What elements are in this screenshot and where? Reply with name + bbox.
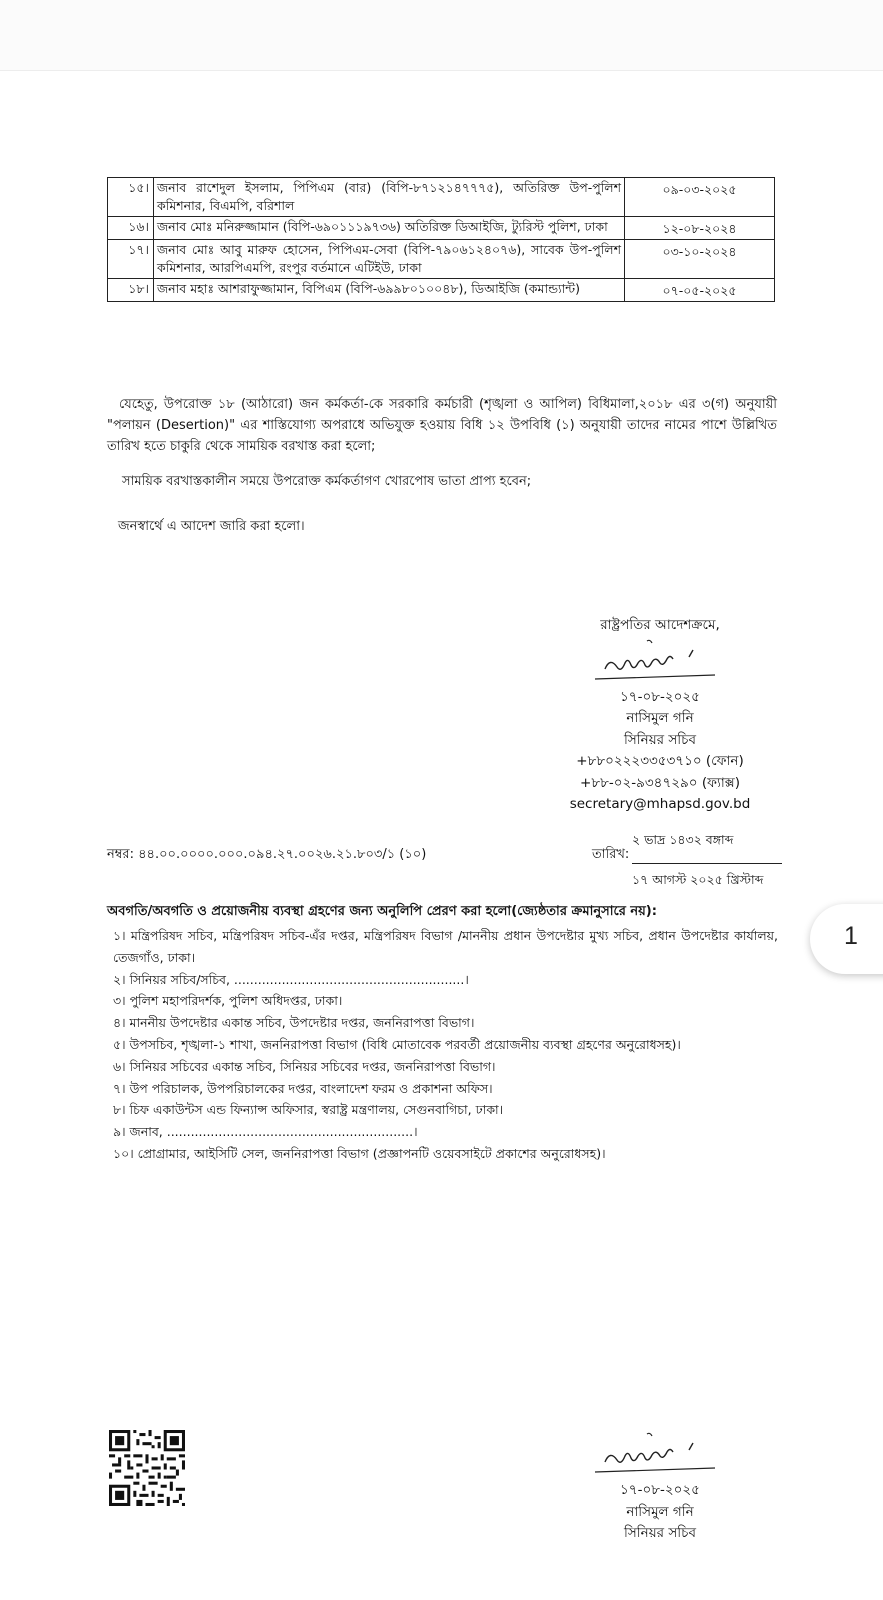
signature-date: ১৭-০৮-২০২৫ <box>620 688 700 705</box>
list-item: ৩। পুলিশ মহাপরিদর্শক, পুলিশ অধিদপ্তর, ঢাকা। <box>113 993 343 1009</box>
memo-number: নম্বর: ৪৪.০০.০০০০.০০০.০৯৪.২৭.০০২৬.২১.৮০৩/১ (১০) <box>107 847 427 862</box>
order-line: রাষ্ট্রপতির আদেশক্রমে, <box>600 617 720 633</box>
date-divider <box>632 863 782 864</box>
list-item: ৪। মাননীয় উপদেষ্টার একান্ত সচিব, উপদেষ্টার দপ্তর, জননিরাপত্তা বিভাগ। <box>113 1015 475 1031</box>
footer-signature-block <box>560 1430 760 1545</box>
memo-date-gregorian: ১৭ আগস্ট ২০২৫ খ্রিস্টাব্দ <box>632 872 764 887</box>
row-date: ১২-০৮-২০২৪ <box>625 217 775 240</box>
page-number: 1 <box>844 922 858 950</box>
list-item: ১০। প্রোগ্রামার, আইসিটি সেল, জননিরাপত্তা বিভাগ (প্রজ্ঞাপনটি ওয়েবসাইটে প্রকাশের অনুরোধসহ)। <box>113 1145 606 1161</box>
row-date: ০৯-০৩-২০২৫ <box>625 178 775 217</box>
signatory-phone: +৮৮০২২২৩৩৫৩৭১০ (ফোন) <box>576 753 744 769</box>
signatory-designation: সিনিয়র সচিব <box>624 1525 696 1541</box>
row-serial: ১৮। <box>108 279 154 302</box>
memo-date-label: তারিখ: <box>592 847 630 862</box>
list-item: ১। মন্ত্রিপরিষদ সচিব, মন্ত্রিপরিষদ সচিব-এঁর দপ্তর, মন্ত্রিপরিষদ বিভাগ /মাননীয় প্রধান উপদেষ্টার মুখ্য সচিব, প্রধান উপদেষ্টার কার্যালয়, তেজগাঁও, ঢাকা। <box>113 928 778 965</box>
table-row <box>108 217 775 240</box>
table-row <box>108 279 775 302</box>
memo-date-bangla: ২ ভাদ্র ১৪৩২ বঙ্গাব্দ <box>632 832 734 847</box>
row-officer-name: জনাব মোঃ মনিরুজ্জামান (বিপি-৬৯০১১১৯৭৩৬) অতিরিক্ত ডিআইজি, ট্যুরিস্ট পুলিশ, ঢাকা <box>154 217 625 240</box>
copy-list <box>113 925 778 1165</box>
public-interest-paragraph: জনস্বার্থে এ আদেশ জারি করা হলো। <box>118 519 305 534</box>
signature-icon <box>585 637 735 687</box>
signatory-name: নাসিমুল গনি <box>626 1503 694 1520</box>
copy-heading: অবগতি/অবগতি ও প্রয়োজনীয় ব্যবস্থা গ্রহণের জন্য অনুলিপি প্রেরণ করা হলো(জ্যেষ্ঠতার ক্রমানুসারে নয়): <box>107 904 657 919</box>
row-serial: ১৬। <box>108 217 154 240</box>
signatory-name: নাসিমুল গনি <box>626 710 694 726</box>
list-item: ৫। উপসচিব, শৃঙ্খলা-১ শাখা, জননিরাপত্তা বিভাগ (বিধি মোতাবেক পরবর্তী প্রয়োজনীয় ব্যবস্থা গ্রহণের অনুরোধসহ)। <box>113 1036 681 1052</box>
row-officer-name: জনাব রাশেদুল ইসলাম, পিপিএম (বার) (বিপি-৮৭১২১৪৭৭৭৫), অতিরিক্ত উপ-পুলিশ কমিশনার, বিএমপি, বরিশাল <box>154 178 625 217</box>
signature-date: ১৭-০৮-২০২৫ <box>620 1482 700 1498</box>
page-number-indicator[interactable] <box>810 904 883 974</box>
qr-code-icon <box>109 1430 185 1506</box>
signatory-fax: +৮৮-০২-৯৩৪৭২৯০ (ফ্যাক্স) <box>580 774 740 791</box>
list-item: ২। সিনিয়র সচিব/সচিব, ..........................................................। <box>113 971 469 987</box>
table-row <box>108 178 775 217</box>
row-officer-name: জনাব মোঃ আবু মারুফ হোসেন, পিপিএম-সেবা (বিপি-৭৯০৬১২৪০৭৬), সাবেক উপ-পুলিশ কমিশনার, আরপিএমপি, রংপুর বর্তমানে এটিইউ, ঢাকা <box>154 240 625 279</box>
row-serial: ১৫। <box>108 178 154 217</box>
list-item: ৮। চিফ একাউন্টস এন্ড ফিন্যান্স অফিসার, স্বরাষ্ট্র মন্ত্রণালয়, সেগুনবাগিচা, ঢাকা। <box>113 1102 504 1118</box>
officer-table <box>107 177 775 302</box>
signatory-designation: সিনিয়র সচিব <box>624 731 696 748</box>
allowance-paragraph: সাময়িক বরখাস্তকালীন সময়ে উপরোক্ত কর্মকর্তাগণ খোরপোষ ভাতা প্রাপ্য হবেন; <box>122 474 532 489</box>
signatory-email: secretary@mhapsd.gov.bd <box>569 796 751 812</box>
row-date: ০৭-০৫-২০২৫ <box>625 279 775 302</box>
row-serial: ১৭। <box>108 240 154 279</box>
signature-block <box>540 615 780 816</box>
list-item: ৬। সিনিয়র সচিবের একান্ত সচিব, সিনিয়র সচিবের দপ্তর, জননিরাপত্তা বিভাগ। <box>113 1058 496 1074</box>
list-item: ৭। উপ পরিচালক, উপপরিচালকের দপ্তর, বাংলাদেশ ফরম ও প্রকাশনা অফিস। <box>113 1080 493 1096</box>
memo-date <box>632 830 782 890</box>
table-row <box>108 240 775 279</box>
suspension-paragraph: যেহেতু, উপরোক্ত ১৮ (আঠারো) জন কর্মকর্তা-কে সরকারি কর্মচারী (শৃঙ্খলা ও আপিল) বিধিমালা,২০১৮ এর ৩(গ) অনুযায়ী "পলায়ন (Desertion)" এর শাস্তিযোগ্য অপরাধে অভিযুক্ত হওয়ায় বিধি ১২ উপবিধি (১) অনুযায়ী তাদের নামের পাশে উল্লিখিত তারিখ হতে চাকুরি থেকে সাময়িক বরখাস্ত করা হলো; <box>107 397 777 454</box>
list-item: ৯। জনাব, ..............................................................। <box>113 1124 418 1140</box>
signature-icon <box>585 1430 735 1480</box>
row-date: ০৩-১০-২০২৪ <box>625 240 775 279</box>
row-officer-name: জনাব মহাঃ আশরাফুজ্জামান, বিপিএম (বিপি-৬৯৯৮০১০০৪৮), ডিআইজি (কমান্ড্যান্ট) <box>154 279 625 302</box>
